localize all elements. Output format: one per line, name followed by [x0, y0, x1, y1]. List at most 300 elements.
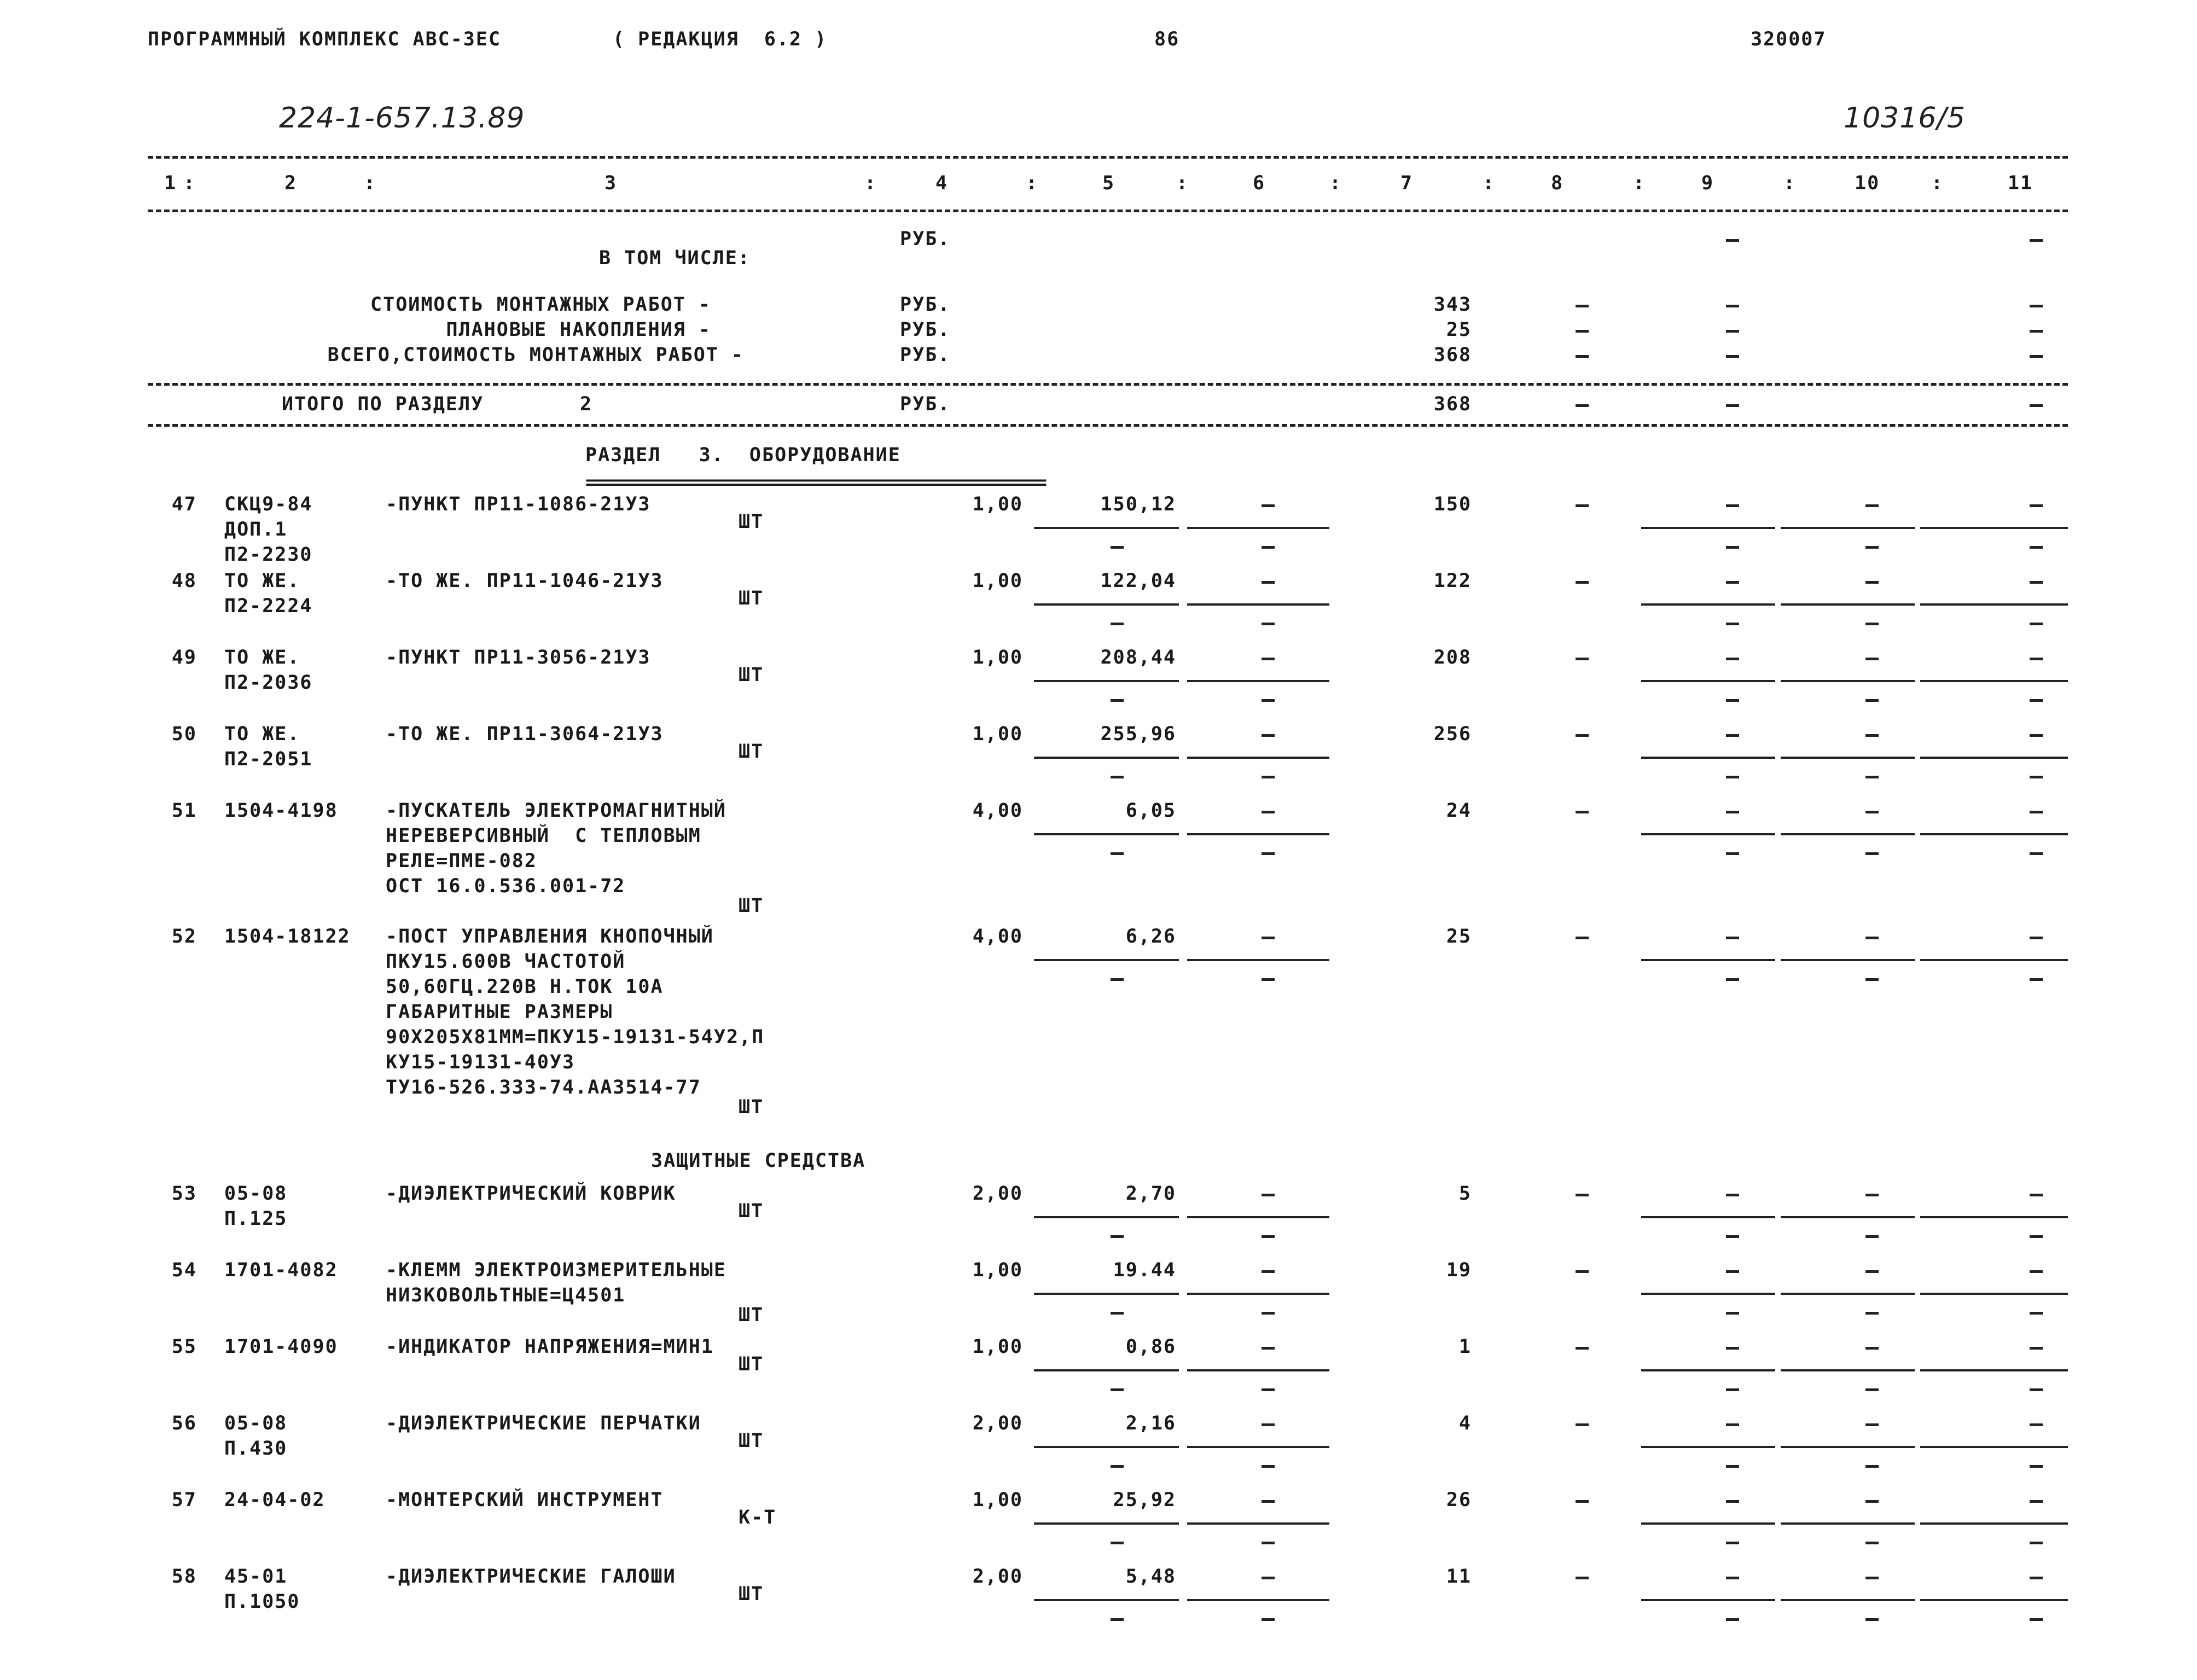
fraction-rule [1641, 833, 1775, 835]
empty-cell-dash [1111, 546, 1124, 549]
row-unit-price: 255,96 [1100, 723, 1176, 745]
empty-cell-dash [2030, 1465, 2043, 1468]
empty-cell-dash [1865, 811, 1879, 813]
empty-cell-dash [2030, 581, 2043, 584]
row-quantity: 2,00 [972, 1412, 1023, 1434]
column-header: 4 [935, 172, 949, 194]
fraction-rule [1920, 959, 2068, 961]
empty-cell-dash [1262, 546, 1275, 549]
fraction-rule [1641, 603, 1775, 606]
fraction-rule [1920, 1369, 2068, 1371]
empty-cell-dash [1576, 305, 1589, 307]
fraction-rule [1920, 1446, 2068, 1448]
rule-below-header [148, 210, 2068, 212]
row-code: СКЦ9-84 [224, 493, 313, 515]
empty-cell-dash [1262, 776, 1275, 778]
empty-cell-dash [2030, 852, 2043, 855]
empty-cell-dash [1262, 937, 1275, 939]
row-unit: ШТ [739, 1353, 764, 1375]
fraction-rule [1920, 1599, 2068, 1601]
fraction-rule [1781, 757, 1915, 759]
rule-below-total [148, 424, 2068, 427]
empty-cell-dash [1726, 734, 1739, 737]
empty-cell-dash [2030, 776, 2043, 778]
fraction-rule [1187, 833, 1329, 835]
empty-cell-dash [1726, 1312, 1739, 1315]
row-unit-price: 208,44 [1100, 647, 1176, 668]
row-unit: ШТ [739, 511, 764, 533]
column-separator: : [1026, 172, 1039, 194]
empty-cell-dash [1865, 978, 1879, 981]
fraction-rule [1781, 959, 1915, 961]
empty-cell-dash [1865, 623, 1879, 625]
empty-cell-dash [1865, 699, 1879, 702]
empty-cell-dash [1865, 1235, 1879, 1238]
row-name: РЕЛЕ=ПМЕ-082 [386, 850, 537, 872]
row-quantity: 1,00 [972, 1259, 1023, 1281]
row-total-cost: 122 [1433, 570, 1472, 592]
row-quantity: 4,00 [972, 800, 1023, 822]
row-unit: ШТ [739, 1430, 764, 1452]
fraction-rule [1034, 603, 1179, 606]
row-number: 58 [171, 1566, 197, 1588]
column-separator: : [364, 172, 377, 194]
empty-cell-dash [1111, 1465, 1124, 1468]
empty-cell-dash [1262, 1312, 1275, 1315]
empty-cell-dash [1576, 658, 1589, 660]
column-header: 3 [605, 172, 618, 194]
empty-cell-dash [2030, 658, 2043, 660]
empty-cell-dash [1726, 699, 1739, 702]
row-name: -ПОСТ УПРАВЛЕНИЯ КНОПОЧНЫЙ [386, 926, 714, 947]
row-quantity: 1,00 [972, 723, 1023, 745]
summary-unit: РУБ. [900, 319, 951, 341]
program-name: ПРОГРАММНЫЙ КОМПЛЕКС АВС-ЗЕС [148, 28, 502, 50]
fraction-rule [1781, 1522, 1915, 1525]
fraction-rule [1641, 1522, 1775, 1525]
row-name: -ПУНКТ ПР11-1086-21У3 [386, 493, 651, 515]
empty-cell-dash [2030, 1388, 2043, 1391]
empty-cell-dash [2030, 355, 2043, 358]
row-number: 55 [171, 1336, 197, 1358]
empty-cell-dash [1726, 1423, 1739, 1426]
fraction-rule [1034, 833, 1179, 835]
row-unit: ШТ [739, 664, 764, 686]
row-code: 05-08 [224, 1412, 288, 1434]
empty-cell-dash [1576, 404, 1589, 407]
empty-cell-dash [1726, 1618, 1739, 1621]
column-separator: : [1329, 172, 1342, 194]
empty-cell-dash [1865, 776, 1879, 778]
empty-cell-dash [1262, 852, 1275, 855]
summary-value: 368 [1433, 344, 1472, 366]
row-unit: ШТ [739, 588, 764, 609]
row-total-cost: 19 [1446, 1259, 1472, 1281]
fraction-rule [1187, 1369, 1329, 1371]
row-code: ДОП.1 [224, 519, 288, 540]
row-code: 45-01 [224, 1566, 288, 1588]
empty-cell-dash [1576, 1423, 1589, 1426]
empty-cell-dash [1262, 1577, 1275, 1579]
empty-cell-dash [2030, 404, 2043, 407]
fraction-rule [1920, 1216, 2068, 1218]
empty-cell-dash [1865, 581, 1879, 584]
column-header: 7 [1400, 172, 1414, 194]
empty-cell-dash [2030, 1347, 2043, 1350]
fraction-rule [1187, 1293, 1329, 1295]
row-code: 1701-4082 [224, 1259, 338, 1281]
row-name: КУ15-19131-40У3 [386, 1051, 576, 1073]
row-unit: ШТ [739, 1096, 764, 1118]
empty-cell-dash [2030, 1194, 2043, 1196]
summary-value: 343 [1433, 294, 1472, 316]
row-name: -КЛЕММ ЭЛЕКТРОИЗМЕРИТЕЛЬНЫЕ [386, 1259, 726, 1281]
empty-cell-dash [1111, 1542, 1124, 1544]
empty-cell-dash [1111, 1312, 1124, 1315]
empty-cell-dash [1865, 1542, 1879, 1544]
empty-cell-dash [1111, 1388, 1124, 1391]
fraction-rule [1034, 1369, 1179, 1371]
row-unit-price: 5,48 [1125, 1566, 1176, 1588]
rule-above-total [148, 383, 2068, 386]
row-unit: ШТ [739, 895, 764, 917]
row-name: 90Х205Х81ММ=ПКУ15-19131-54У2,П [386, 1026, 765, 1048]
empty-cell-dash [1865, 1618, 1879, 1621]
row-name: ПКУ15.600В ЧАСТОТОЙ [386, 951, 626, 973]
empty-cell-dash [2030, 330, 2043, 333]
column-separator: : [1633, 172, 1646, 194]
row-code: П2-2051 [224, 748, 313, 770]
empty-cell-dash [1576, 581, 1589, 584]
row-name: НИЗКОВОЛЬТНЫЕ=Ц4501 [386, 1284, 626, 1306]
empty-cell-dash [2030, 1542, 2043, 1544]
empty-cell-dash [1111, 1618, 1124, 1621]
row-quantity: 4,00 [972, 926, 1023, 947]
empty-cell-dash [1726, 658, 1739, 660]
empty-cell-dash [1865, 1423, 1879, 1426]
empty-cell-dash [1865, 1270, 1879, 1273]
fraction-rule [1920, 603, 2068, 606]
empty-cell-dash [1262, 658, 1275, 660]
empty-cell-dash [1726, 1542, 1739, 1544]
summary-unit: РУБ. [900, 294, 951, 316]
empty-cell-dash [1726, 504, 1739, 507]
column-header: 6 [1253, 172, 1266, 194]
column-header: 1 [164, 172, 177, 194]
empty-cell-dash [2030, 1577, 2043, 1579]
column-header: 11 [2008, 172, 2033, 194]
empty-cell-dash [1262, 699, 1275, 702]
row-quantity: 1,00 [972, 1336, 1023, 1358]
total-unit: РУБ. [900, 393, 951, 415]
row-name: ТУ16-526.333-74.АА3514-77 [386, 1077, 701, 1098]
row-total-cost: 25 [1446, 926, 1472, 947]
row-total-cost: 1 [1458, 1336, 1472, 1358]
row-name: ГАБАРИТНЫЕ РАЗМЕРЫ [386, 1001, 613, 1023]
empty-cell-dash [1262, 1270, 1275, 1273]
empty-cell-dash [1111, 699, 1124, 702]
row-unit-price: 0,86 [1125, 1336, 1176, 1358]
empty-cell-dash [1726, 404, 1739, 407]
column-separator: : [183, 172, 196, 194]
row-code: 1504-18122 [224, 926, 351, 947]
empty-cell-dash [1576, 1270, 1589, 1273]
empty-cell-dash [1865, 852, 1879, 855]
empty-cell-dash [1111, 623, 1124, 625]
empty-cell-dash [2030, 734, 2043, 737]
fraction-rule [1034, 1522, 1179, 1525]
row-name: ОСТ 16.0.536.001-72 [386, 875, 626, 897]
empty-cell-dash [1262, 1423, 1275, 1426]
empty-cell-dash [1576, 811, 1589, 813]
fraction-rule [1034, 1446, 1179, 1448]
row-number: 49 [171, 647, 197, 668]
row-unit: ШТ [739, 1583, 764, 1605]
empty-cell-dash [1865, 1194, 1879, 1196]
row-quantity: 1,00 [972, 493, 1023, 515]
fraction-rule [1187, 959, 1329, 961]
row-total-cost: 24 [1446, 800, 1472, 822]
row-code: ТО ЖЕ. [224, 723, 300, 745]
row-total-cost: 5 [1458, 1183, 1472, 1205]
fraction-rule [1781, 680, 1915, 682]
empty-cell-dash [1726, 330, 1739, 333]
empty-cell-dash [1726, 776, 1739, 778]
empty-cell-dash [1865, 504, 1879, 507]
row-code: П2-2224 [224, 595, 313, 617]
fraction-rule [1781, 833, 1915, 835]
empty-cell-dash [1726, 937, 1739, 939]
fraction-rule [1641, 757, 1775, 759]
row-unit: ШТ [739, 741, 764, 763]
empty-cell-dash [1111, 978, 1124, 981]
fraction-rule [1034, 1599, 1179, 1601]
empty-cell-dash [1262, 504, 1275, 507]
empty-cell-dash [1262, 1194, 1275, 1196]
total-value: 368 [1433, 393, 1472, 415]
section-title: РАЗДЕЛ 3. ОБОРУДОВАНИЕ [585, 444, 901, 466]
row-name: -ДИЭЛЕКТРИЧЕСКИЕ ПЕРЧАТКИ [386, 1412, 701, 1434]
fraction-rule [1641, 1599, 1775, 1601]
rule-top [148, 156, 2068, 159]
fraction-rule [1641, 1446, 1775, 1448]
fraction-rule [1034, 527, 1179, 529]
row-name: -ПУСКАТЕЛЬ ЭЛЕКТРОМАГНИТНЫЙ [386, 800, 726, 822]
empty-cell-dash [1865, 1500, 1879, 1503]
fraction-rule [1187, 1216, 1329, 1218]
row-total-cost: 150 [1433, 493, 1472, 515]
fraction-rule [1781, 1293, 1915, 1295]
column-separator: : [1176, 172, 1189, 194]
empty-cell-dash [1576, 1347, 1589, 1350]
summary-unit: РУБ. [900, 228, 951, 250]
section-title-underline: =================================================== [585, 472, 1045, 493]
row-name: -ДИЭЛЕКТРИЧЕСКИЙ КОВРИК [386, 1183, 676, 1205]
empty-cell-dash [1865, 1312, 1879, 1315]
fraction-rule [1781, 1369, 1915, 1371]
empty-cell-dash [1726, 546, 1739, 549]
empty-cell-dash [1262, 1235, 1275, 1238]
empty-cell-dash [1576, 1577, 1589, 1579]
fraction-rule [1920, 833, 2068, 835]
empty-cell-dash [1262, 978, 1275, 981]
empty-cell-dash [2030, 1270, 2043, 1273]
row-unit: ШТ [739, 1304, 764, 1326]
empty-cell-dash [1726, 811, 1739, 813]
row-number: 48 [171, 570, 197, 592]
empty-cell-dash [1111, 1235, 1124, 1238]
empty-cell-dash [1262, 1542, 1275, 1544]
row-total-cost: 208 [1433, 647, 1472, 668]
row-unit: К-Т [739, 1507, 777, 1528]
summary-value: 25 [1446, 319, 1472, 341]
empty-cell-dash [2030, 1235, 2043, 1238]
column-header: 10 [1855, 172, 1880, 194]
empty-cell-dash [2030, 546, 2043, 549]
fraction-rule [1187, 680, 1329, 682]
summary-unit: РУБ. [900, 344, 951, 366]
empty-cell-dash [1576, 355, 1589, 358]
empty-cell-dash [2030, 937, 2043, 939]
empty-cell-dash [1726, 1465, 1739, 1468]
empty-cell-dash [1726, 1347, 1739, 1350]
empty-cell-dash [1726, 852, 1739, 855]
fraction-rule [1781, 603, 1915, 606]
row-total-cost: 4 [1458, 1412, 1472, 1434]
in-that-number-label: В ТОМ ЧИСЛЕ: [599, 247, 751, 269]
empty-cell-dash [1865, 734, 1879, 737]
empty-cell-dash [1262, 811, 1275, 813]
fraction-rule [1920, 527, 2068, 529]
column-separator: : [864, 172, 877, 194]
column-header: 8 [1551, 172, 1564, 194]
empty-cell-dash [2030, 811, 2043, 813]
empty-cell-dash [1262, 1618, 1275, 1621]
row-number: 53 [171, 1183, 197, 1205]
column-header: 9 [1701, 172, 1714, 194]
row-code: П2-2230 [224, 544, 313, 566]
row-quantity: 1,00 [972, 1489, 1023, 1511]
empty-cell-dash [1576, 937, 1589, 939]
row-name: -ТО ЖЕ. ПР11-1046-21У3 [386, 570, 664, 592]
fraction-rule [1187, 603, 1329, 606]
subsection-title: ЗАЩИТНЫЕ СРЕДСТВА [651, 1150, 866, 1172]
edition: ( РЕДАКЦИЯ 6.2 ) [613, 28, 828, 50]
empty-cell-dash [1576, 330, 1589, 333]
handwritten-project-number: 224-1-657.13.89 [279, 102, 525, 135]
empty-cell-dash [1726, 239, 1739, 242]
row-total-cost: 256 [1433, 723, 1472, 745]
row-name: НЕРЕВЕРСИВНЫЙ С ТЕПЛОВЫМ [386, 825, 701, 847]
row-number: 51 [171, 800, 197, 822]
row-unit-price: 25,92 [1113, 1489, 1176, 1511]
row-name: -МОНТЕРСКИЙ ИНСТРУМЕНТ [386, 1489, 664, 1511]
row-number: 54 [171, 1259, 197, 1281]
row-name: -ПУНКТ ПР11-3056-21У3 [386, 647, 651, 668]
empty-cell-dash [1262, 1347, 1275, 1350]
row-number: 50 [171, 723, 197, 745]
total-label: ИТОГО ПО РАЗДЕЛУ [282, 393, 484, 415]
empty-cell-dash [2030, 1618, 2043, 1621]
document-code: 320007 [1751, 28, 1827, 50]
empty-cell-dash [1262, 1500, 1275, 1503]
fraction-rule [1187, 1446, 1329, 1448]
empty-cell-dash [2030, 1423, 2043, 1426]
row-code: П2-2036 [224, 672, 313, 694]
fraction-rule [1034, 1216, 1179, 1218]
row-code: П.125 [224, 1208, 288, 1230]
row-code: 1701-4090 [224, 1336, 338, 1358]
fraction-rule [1187, 527, 1329, 529]
empty-cell-dash [1576, 504, 1589, 507]
empty-cell-dash [1726, 1235, 1739, 1238]
row-quantity: 1,00 [972, 647, 1023, 668]
column-separator: : [1931, 172, 1944, 194]
empty-cell-dash [1865, 937, 1879, 939]
fraction-rule [1641, 1216, 1775, 1218]
fraction-rule [1034, 680, 1179, 682]
empty-cell-dash [1726, 1500, 1739, 1503]
empty-cell-dash [1865, 1388, 1879, 1391]
empty-cell-dash [1865, 1465, 1879, 1468]
row-name: -ИНДИКАТОР НАПРЯЖЕНИЯ=МИН1 [386, 1336, 714, 1358]
empty-cell-dash [2030, 978, 2043, 981]
column-header: 5 [1102, 172, 1115, 194]
empty-cell-dash [1576, 734, 1589, 737]
fraction-rule [1641, 527, 1775, 529]
empty-cell-dash [1726, 581, 1739, 584]
fraction-rule [1187, 1522, 1329, 1525]
fraction-rule [1187, 1599, 1329, 1601]
empty-cell-dash [1726, 1388, 1739, 1391]
row-number: 47 [171, 493, 197, 515]
empty-cell-dash [1111, 776, 1124, 778]
empty-cell-dash [1262, 1388, 1275, 1391]
row-unit: ШТ [739, 1200, 764, 1222]
column-separator: : [1783, 172, 1797, 194]
fraction-rule [1641, 680, 1775, 682]
handwritten-sheet-number: 10316/5 [1844, 102, 1966, 135]
row-name: -ДИЭЛЕКТРИЧЕСКИЕ ГАЛОШИ [386, 1566, 676, 1588]
empty-cell-dash [1726, 1194, 1739, 1196]
empty-cell-dash [1865, 1577, 1879, 1579]
empty-cell-dash [1576, 1500, 1589, 1503]
empty-cell-dash [1726, 978, 1739, 981]
fraction-rule [1034, 959, 1179, 961]
row-name: 50,60ГЦ.220В Н.ТОК 10А [386, 976, 664, 998]
fraction-rule [1034, 1293, 1179, 1295]
row-total-cost: 11 [1446, 1566, 1472, 1588]
row-code: 1504-4198 [224, 800, 338, 822]
row-name: -ТО ЖЕ. ПР11-3064-21У3 [386, 723, 664, 745]
row-number: 52 [171, 926, 197, 947]
row-code: ТО ЖЕ. [224, 647, 300, 668]
empty-cell-dash [2030, 504, 2043, 507]
empty-cell-dash [2030, 305, 2043, 307]
row-quantity: 2,00 [972, 1566, 1023, 1588]
empty-cell-dash [1865, 658, 1879, 660]
summary-label: СТОИМОСТЬ МОНТАЖНЫХ РАБОТ - [370, 294, 711, 316]
fraction-rule [1781, 527, 1915, 529]
fraction-rule [1034, 757, 1179, 759]
empty-cell-dash [2030, 1312, 2043, 1315]
row-code: П.430 [224, 1438, 288, 1460]
empty-cell-dash [1262, 734, 1275, 737]
empty-cell-dash [1865, 546, 1879, 549]
fraction-rule [1920, 757, 2068, 759]
summary-label: ПЛАНОВЫЕ НАКОПЛЕНИЯ - [446, 319, 711, 341]
empty-cell-dash [1726, 1577, 1739, 1579]
